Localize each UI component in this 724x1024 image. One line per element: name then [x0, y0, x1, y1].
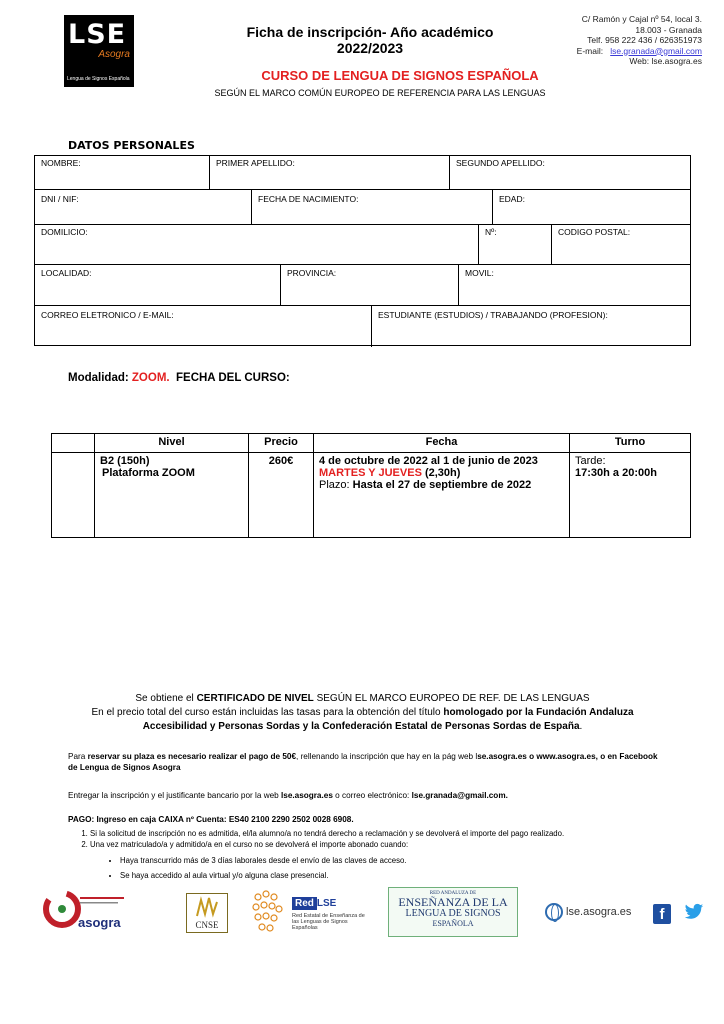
title-line-2: 2022/2023 [336, 40, 404, 56]
reserva-bold: se.asogra.es o www.asogra.es, o en Facebook de Lengua de Signos Asogra [68, 752, 658, 772]
cert-bold: CERTIFICADO DE NIVEL [196, 693, 314, 704]
grid-line [35, 189, 690, 190]
field-fecha-nacimiento[interactable]: FECHA DE NACIMIENTO: [258, 194, 359, 204]
entregar-text: o correo electrónico: [332, 791, 412, 800]
cell-precio: 260€ [249, 453, 314, 538]
header-precio: Precio [249, 434, 314, 453]
list-item: 2. Una vez matriculado/a y admitido/a en el curso no se devolverá el importe abonado cuando: [90, 839, 700, 850]
nivel-level: B2 (150h) [100, 455, 150, 467]
hand-logo [248, 889, 286, 935]
entregar-web[interactable]: lse.asogra.es [280, 791, 333, 800]
cert-line-2 [60, 706, 665, 734]
course-subtitle: SEGÚN EL MARCO COMÚN EUROPEO DE REFERENCIA PARA LAS LENGUAS [214, 88, 546, 98]
entregar-email[interactable]: lse.granada@gmail.com. [411, 791, 508, 800]
reserva-paragraph [68, 751, 668, 773]
contact-email-label: E-mail: [576, 45, 604, 56]
contact-block [577, 14, 702, 67]
entregar-paragraph [68, 790, 668, 801]
table-row [52, 453, 691, 538]
cert-text: . [579, 721, 583, 732]
modalidad-label: Modalidad: [68, 372, 129, 384]
section-title-personal: DATOS PERSONALES [68, 139, 195, 152]
red-lse-box: Red [292, 897, 317, 910]
field-segundo-apellido[interactable]: SEGUNDO APELLIDO: [456, 158, 545, 168]
fecha-days [319, 467, 564, 479]
field-provincia[interactable]: PROVINCIA: [287, 268, 337, 278]
list-item: • Haya transcurrido más de 3 días laborales desde el envío de las claves de acceso. [120, 853, 406, 868]
red-lse-logo [292, 893, 372, 935]
cert-line-1 [60, 692, 665, 706]
field-nombre[interactable]: NOMBRE: [41, 158, 81, 168]
fecha-days-hours: (2,30h) [421, 467, 461, 479]
grid-line [449, 156, 450, 189]
entregar-text: Entregar la inscripción y el justificante bancario por la web [68, 791, 281, 800]
course-table-header [52, 434, 691, 453]
course-title: CURSO DE LENGUA DE SIGNOS ESPAÑOLA [261, 68, 539, 83]
fecha-days-value: MARTES Y JUEVES [319, 467, 422, 479]
cert-text: En el precio total del curso están incluidas las tasas para la obtención del título [91, 707, 444, 718]
field-correo[interactable]: CORREO ELETRONICO / E-MAIL: [41, 310, 174, 320]
field-domicilio[interactable]: DOMILICIO: [41, 227, 88, 237]
nivel-platform: Plataforma ZOOM [102, 467, 195, 479]
grid-line [251, 189, 252, 224]
fecha-plazo [319, 479, 564, 491]
twitter-bird-icon [684, 903, 704, 921]
field-localidad[interactable]: LOCALIDAD: [41, 268, 92, 278]
contact-phone: Telf. 958 222 436 / 626351973 [587, 35, 702, 45]
cell-blank [52, 453, 95, 538]
logo-text: LSE [68, 19, 127, 50]
header-blank [52, 434, 95, 453]
list-item: 1. Si la solicitud de inscripción no es admitida, el/la alumno/a no tendrá derecho a reclamación y se devolverá el importe del pago realizado. [90, 828, 700, 839]
reserva-text: , rellenando la inscripción que hay en la pág web l [296, 752, 478, 761]
field-dni[interactable]: DNI / NIF: [41, 194, 79, 204]
grid-line [371, 305, 372, 347]
field-movil[interactable]: MOVIL: [465, 268, 494, 278]
asogra-text: asogra [78, 915, 121, 930]
red-andaluza-line-3: LENGUA DE SIGNOS [405, 908, 501, 919]
cnse-hands-icon [187, 894, 227, 920]
plazo-value: Hasta el 27 de septiembre de 2022 [352, 479, 532, 491]
red-andaluza-line-2: ENSEÑANZA DE LA [398, 895, 508, 909]
lse-logo [64, 15, 134, 87]
cnse-text: CNSE [195, 920, 219, 930]
pago-line: PAGO: Ingreso en caja CAIXA nº Cuenta: ES40 2100 2290 2502 0028 6908. [68, 815, 354, 824]
red-andaluza-line-4: ESPAÑOLA [432, 919, 474, 928]
field-edad[interactable]: EDAD: [499, 194, 525, 204]
turno-hours: 17:30h a 20:00h [575, 467, 657, 479]
field-codigo-postal[interactable]: CODIGO POSTAL: [558, 227, 631, 237]
form-title [220, 24, 520, 56]
personal-data-grid [34, 155, 691, 346]
title-line-1: Ficha de inscripción- Año académico [246, 24, 494, 40]
cell-nivel [95, 453, 249, 538]
contact-email-link[interactable]: lse.granada@gmail.com [610, 45, 702, 56]
cell-turno [570, 453, 691, 538]
globe-icon [545, 903, 563, 921]
contact-city: 18.003 - Granada [635, 24, 702, 35]
grid-line [280, 264, 281, 305]
modalidad-line [68, 372, 290, 384]
reserva-text: Para [68, 752, 88, 761]
grid-line [478, 224, 479, 264]
modalidad-value: ZOOM. [131, 372, 170, 384]
grid-line [35, 224, 690, 225]
certificate-info [60, 692, 665, 734]
website-link[interactable] [545, 903, 631, 921]
fecha-range: 4 de octubre de 2022 al 1 de junio de 2023 [319, 455, 538, 467]
header-turno: Turno [570, 434, 691, 453]
red-lse-text: LSE [316, 898, 337, 909]
course-table [51, 433, 691, 538]
website-text[interactable]: lse.asogra.es [566, 905, 632, 918]
cell-fecha [314, 453, 570, 538]
grid-line [35, 264, 690, 265]
grid-line [209, 156, 210, 189]
cnse-logo [186, 893, 228, 933]
red-andaluza-logo [388, 887, 518, 937]
red-andaluza-line-1: RED ANDALUZA DE [429, 891, 477, 896]
facebook-icon[interactable]: f [653, 904, 671, 924]
logo-tagline: Lengua de Signos Española [67, 76, 130, 82]
contact-address: C/ Ramón y Cajal nº 54, local 3. [581, 14, 702, 24]
header-fecha: Fecha [314, 434, 570, 453]
conditions-list [68, 828, 700, 850]
turno-label: Tarde: [575, 455, 606, 467]
red-lse-subtitle: Red Estatal de Enseñanza de las Lenguas de Signos Españolas [292, 913, 365, 931]
list-item: • Se haya accedido al aula virtual y/o alguna clase presencial. [120, 868, 406, 883]
grid-line [492, 189, 493, 224]
logo-sub: Asogra [98, 49, 130, 60]
plazo-label: Plazo: [319, 479, 353, 491]
asogra-logo [40, 887, 128, 933]
contact-web[interactable]: Web: lse.asogra.es [629, 56, 702, 66]
reserva-bold: reservar su plaza es necesario realizar el pago de 50€ [87, 752, 297, 761]
hand-dots-icon [248, 889, 286, 935]
fecha-curso-label: FECHA DEL CURSO: [176, 372, 290, 384]
cert-bold: homologado por la Fundación Andaluza Accesibilidad y Personas Sordas y la Confederación Estatal de Personas Sordas de España [142, 707, 634, 732]
cert-text: SEGÚN EL MARCO EUROPEO DE REF. DE LAS LENGUAS [313, 693, 590, 704]
header-nivel: Nivel [95, 434, 249, 453]
grid-line [458, 264, 459, 305]
grid-line [35, 305, 690, 306]
field-primer-apellido[interactable]: PRIMER APELLIDO: [216, 158, 295, 168]
conditions-sublist [100, 853, 406, 883]
field-estudiante[interactable]: ESTUDIANTE (ESTUDIOS) / TRABAJANDO (PROFESION): [378, 310, 608, 320]
cert-text: Se obtiene el [135, 693, 197, 704]
contact-email-row [577, 46, 702, 57]
grid-line [551, 224, 552, 264]
twitter-icon[interactable] [684, 903, 704, 926]
field-numero[interactable]: Nº: [485, 227, 497, 237]
